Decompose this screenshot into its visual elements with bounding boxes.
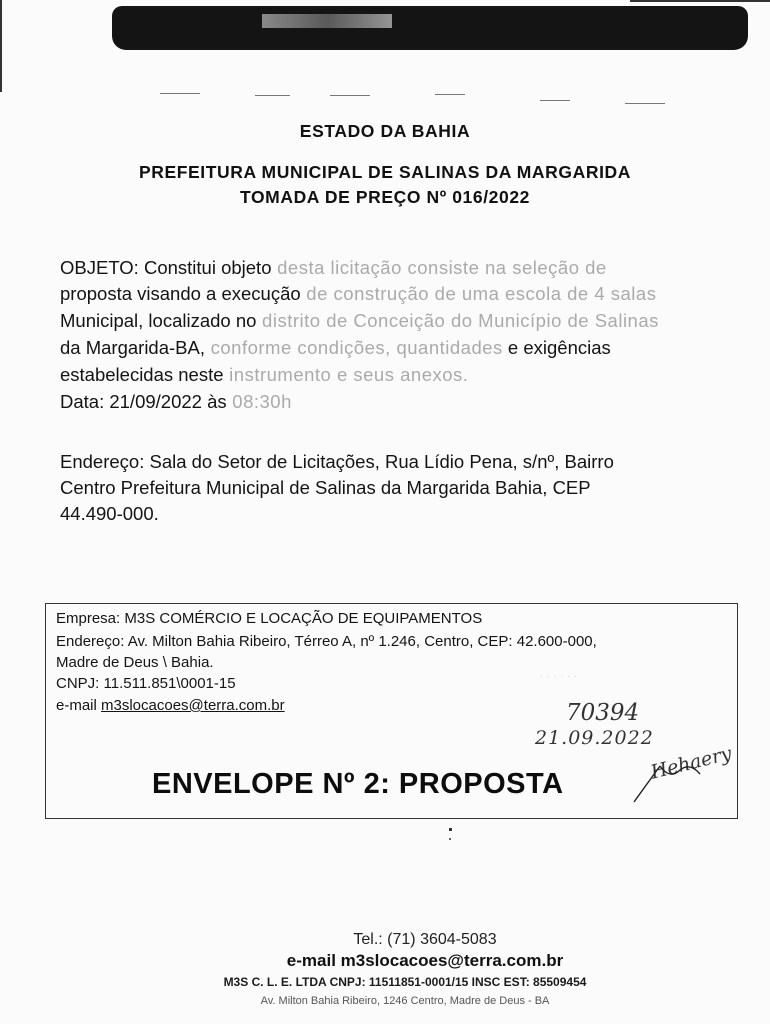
tender-heading: TOMADA DE PREÇO Nº 016/2022 xyxy=(239,187,531,207)
company-email-link[interactable]: m3slocacoes@terra.com.br xyxy=(101,697,285,714)
object-text-faded: distrito de Conceição do Município de Salinas xyxy=(256,310,659,331)
company-address: Endereço: Av. Milton Bahia Ribeiro, Térreo A, nº 1.246, Centro, CEP: 42.600-000, xyxy=(56,633,597,650)
address-line: Centro Prefeitura Municipal de Salinas da Margarida Bahia, CEP xyxy=(60,477,591,498)
address-line: 44.490-000. xyxy=(60,503,159,524)
object-line xyxy=(60,256,740,279)
object-text: estabelecidas neste xyxy=(60,364,224,385)
object-text-faded: conforme condições, quantidades xyxy=(204,337,503,358)
scan-noise xyxy=(262,14,392,28)
object-text-faded: instrumento e seus anexos. xyxy=(223,364,469,385)
scan-edge-line xyxy=(0,0,2,92)
scan-speck xyxy=(449,838,451,840)
object-text: OBJETO: Constitui objeto xyxy=(60,257,272,278)
company-name: Empresa: M3S COMÉRCIO E LOCAÇÃO DE EQUIPAMENTOS xyxy=(56,610,483,627)
object-line xyxy=(60,336,740,359)
scan-dash xyxy=(330,95,370,96)
company-city: Madre de Deus \ Bahia. xyxy=(56,654,214,671)
scan-dash xyxy=(540,100,570,101)
handwritten-date: 21.09.2022 xyxy=(535,727,654,749)
handwritten-protocol-number: 70394 xyxy=(566,700,640,726)
footer-address-line: Av. Milton Bahia Ribeiro, 1246 Centro, Madre de Deus - BA xyxy=(260,995,550,1007)
company-email-label: e-mail xyxy=(56,697,97,714)
state-heading: ESTADO DA BAHIA xyxy=(299,121,471,141)
footer-email: e-mail m3slocacoes@terra.com.br xyxy=(286,951,564,970)
object-text-faded: desta licitação consiste na seleção de xyxy=(271,257,607,278)
scan-speck xyxy=(449,828,452,831)
company-cnpj: CNPJ: 11.511.851\0001-15 xyxy=(56,675,236,692)
signature-stroke xyxy=(620,760,710,805)
scan-dark-header-bar xyxy=(112,6,748,50)
object-line xyxy=(60,309,740,332)
object-date-line xyxy=(60,390,740,413)
footer-phone: Tel.: (71) 3604-5083 xyxy=(353,931,497,948)
footer-company-line: M3S C. L. E. LTDA CNPJ: 11511851-0001/15 INSC EST: 85509454 xyxy=(223,975,587,989)
handwritten-signature: Hehaery xyxy=(648,742,734,784)
object-text: proposta visando a execução xyxy=(60,283,301,304)
address-line: Endereço: Sala do Setor de Licitações, Rua Lídio Pena, s/nº, Bairro xyxy=(60,451,614,472)
company-email-line xyxy=(56,697,285,715)
object-text: e exigências xyxy=(502,337,611,358)
municipality-heading: PREFEITURA MUNICIPAL DE SALINAS DA MARGARIDA xyxy=(138,162,632,182)
object-text: da Margarida-BA, xyxy=(60,337,205,358)
scan-edge-line xyxy=(630,0,770,2)
faint-stamp: · · · · · · xyxy=(540,672,579,681)
object-text: Municipal, localizado no xyxy=(60,310,257,331)
object-line xyxy=(60,282,740,305)
object-line xyxy=(60,363,740,386)
session-date: Data: 21/09/2022 às xyxy=(60,391,227,412)
scan-dash xyxy=(255,95,290,96)
envelope-title: ENVELOPE Nº 2: PROPOSTA xyxy=(152,768,564,800)
scan-dash xyxy=(160,93,200,94)
scan-dash xyxy=(435,94,465,95)
object-text-faded: de construção de uma escola de 4 salas xyxy=(300,283,657,304)
session-time-faded: 08:30h xyxy=(226,391,292,412)
scan-dash xyxy=(625,103,665,104)
